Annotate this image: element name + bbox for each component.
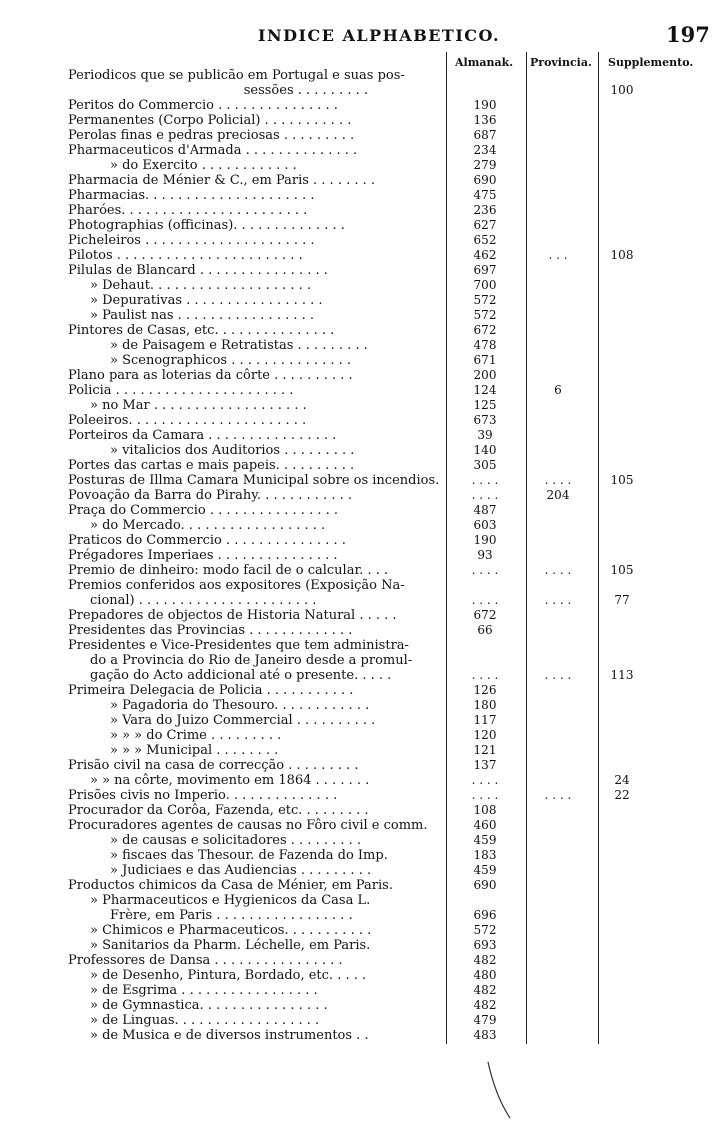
index-row [0, 893, 715, 908]
entry-almanak-page: 234 [473, 143, 497, 157]
index-row [0, 803, 715, 818]
entry-almanak-page: 190 [473, 98, 497, 112]
index-row [0, 98, 715, 113]
entry-almanak-page: 140 [473, 443, 497, 457]
index-row [0, 398, 715, 413]
entry-almanak-page: 462 [473, 248, 497, 262]
index-row [0, 158, 715, 173]
entry-label: » » » do Crime . . . . . . . . . [110, 728, 282, 743]
entry-almanak-page: 136 [473, 113, 497, 127]
entry-almanak-page: 673 [473, 413, 497, 427]
index-row [0, 338, 715, 353]
index-row [0, 203, 715, 218]
pen-stroke-mark [484, 1060, 514, 1120]
entry-almanak-page: 482 [473, 983, 497, 997]
entry-label: » de Esgrima . . . . . . . . . . . . . . . . . [90, 983, 318, 998]
entry-almanak-page: 696 [473, 908, 497, 922]
entry-almanak-page: 687 [473, 128, 497, 142]
entry-almanak-page: 108 [473, 803, 497, 817]
entry-label: do a Provincia do Rio de Janeiro desde a promul- [90, 653, 413, 668]
index-row [0, 563, 715, 578]
entry-label: » de Musica e de diversos instrumentos . . [90, 1028, 369, 1043]
entry-almanak-page: 124 [473, 383, 497, 397]
index-row [0, 68, 715, 83]
index-row [0, 458, 715, 473]
entry-label: Perolas finas e pedras preciosas . . . . . . . . . [68, 128, 355, 143]
entry-label: Picheleiros . . . . . . . . . . . . . . . . . . . . . [68, 233, 315, 248]
index-row [0, 353, 715, 368]
index-row [0, 383, 715, 398]
entry-label: » no Mar . . . . . . . . . . . . . . . . . . . [90, 398, 307, 413]
index-row [0, 953, 715, 968]
entry-label: » do Exercito . . . . . . . . . . . . [110, 158, 297, 173]
entry-label: Pharmacias. . . . . . . . . . . . . . . . . . . . . [68, 188, 315, 203]
entry-label: » Paulist nas . . . . . . . . . . . . . . . . . [90, 308, 315, 323]
entry-almanak-page: . . . . [471, 788, 499, 802]
entry-almanak-page: 180 [473, 698, 497, 712]
entry-supplemento-page: 113 [610, 668, 634, 682]
entry-label: cional) . . . . . . . . . . . . . . . . . . . . . . [90, 593, 317, 608]
index-row [0, 848, 715, 863]
entry-label: » fiscaes das Thesour. de Fazenda do Imp. [110, 848, 388, 863]
entry-label: » de Gymnastica. . . . . . . . . . . . . . . . [90, 998, 328, 1013]
entry-provincia-page: . . . . [544, 593, 572, 607]
entry-almanak-page: 603 [473, 518, 497, 532]
entry-label: » Pagadoria do Thesouro. . . . . . . . . . . . [110, 698, 370, 713]
index-row [0, 188, 715, 203]
entry-label: » Judiciaes e das Audiencias . . . . . . . . . [110, 863, 372, 878]
entry-label: Prégadores Imperiaes . . . . . . . . . . . . . . . [68, 548, 338, 563]
entry-almanak-page: 236 [473, 203, 497, 217]
entry-label: gação do Acto addicional até o presente. . . . . [90, 668, 392, 683]
entry-label: Peritos do Commercio . . . . . . . . . . . . . . . [68, 98, 338, 113]
entry-label: Pharmaceuticos d'Armada . . . . . . . . . . . . . . [68, 143, 358, 158]
entry-supplemento-page: 108 [610, 248, 634, 262]
index-row [0, 983, 715, 998]
entry-label: Prisão civil na casa de correcção . . . . . . . . . [68, 758, 359, 773]
entry-almanak-page: . . . . [471, 668, 499, 682]
column-header-almanak: Almanak. [455, 56, 514, 69]
entry-label: Presidentes e Vice-Presidentes que tem administra- [68, 638, 409, 653]
entry-almanak-page: 183 [473, 848, 497, 862]
entry-almanak-page: 39 [477, 428, 493, 442]
page-title: INDICE ALPHABETICO. [258, 26, 501, 45]
entry-label: Professores de Dansa . . . . . . . . . . . . . . . . [68, 953, 343, 968]
index-row [0, 623, 715, 638]
entry-supplemento-page: 100 [610, 83, 634, 97]
entry-label: Procuradores agentes de causas no Fôro civil e comm. [68, 818, 428, 833]
index-row [0, 638, 715, 653]
index-row [0, 998, 715, 1013]
index-row [0, 818, 715, 833]
entry-almanak-page: 279 [473, 158, 497, 172]
entry-almanak-page: 459 [473, 863, 497, 877]
index-row [0, 83, 715, 98]
entry-provincia-page: . . . [548, 248, 568, 262]
index-row [0, 578, 715, 593]
index-row [0, 923, 715, 938]
entry-label: Permanentes (Corpo Policial) . . . . . . . . . . . [68, 113, 352, 128]
column-header-supplemento: Supplemento. [608, 56, 694, 69]
index-entries [0, 68, 715, 1043]
entry-almanak-page: 93 [477, 548, 493, 562]
entry-label: » Depurativas . . . . . . . . . . . . . . . . . [90, 293, 323, 308]
entry-almanak-page: 120 [473, 728, 497, 742]
index-row [0, 698, 715, 713]
index-row [0, 758, 715, 773]
entry-label: Presidentes das Provincias . . . . . . . . . . . . . [68, 623, 353, 638]
index-row [0, 1028, 715, 1043]
index-row [0, 278, 715, 293]
entry-provincia-page: . . . . [544, 788, 572, 802]
entry-almanak-page: 460 [473, 818, 497, 832]
index-row [0, 908, 715, 923]
index-row [0, 233, 715, 248]
index-row [0, 653, 715, 668]
entry-almanak-page: 117 [473, 713, 497, 727]
entry-label: Frère, em Paris . . . . . . . . . . . . . . . . . [110, 908, 353, 923]
index-row [0, 728, 715, 743]
index-row [0, 248, 715, 263]
entry-label: » de Paisagem e Retratistas . . . . . . . . . [110, 338, 368, 353]
entry-almanak-page: 672 [473, 323, 497, 337]
entry-label: Povoação da Barra do Pirahy. . . . . . . . . . . . [68, 488, 352, 503]
index-row [0, 128, 715, 143]
index-row [0, 518, 715, 533]
index-row [0, 488, 715, 503]
entry-label: Portes das cartas e mais papeis. . . . . . . . . . [68, 458, 355, 473]
entry-almanak-page: 459 [473, 833, 497, 847]
entry-almanak-page: 126 [473, 683, 497, 697]
index-row [0, 323, 715, 338]
entry-almanak-page: 190 [473, 533, 497, 547]
entry-almanak-page: 66 [477, 623, 493, 637]
entry-label: » Scenographicos . . . . . . . . . . . . . . . [110, 353, 352, 368]
entry-label: » Pharmaceuticos e Hygienicos da Casa L. [90, 893, 371, 908]
entry-label: Pilotos . . . . . . . . . . . . . . . . . . . . . . . [68, 248, 303, 263]
column-header-provincia: Provincia. [530, 56, 592, 69]
entry-label: Plano para as loterias da côrte . . . . . . . . . . [68, 368, 353, 383]
entry-almanak-page: 693 [473, 938, 497, 952]
entry-almanak-page: 690 [473, 878, 497, 892]
entry-almanak-page: 690 [473, 173, 497, 187]
entry-almanak-page: . . . . [471, 563, 499, 577]
entry-label: Procurador da Corôa, Fazenda, etc. . . . . . . . . [68, 803, 369, 818]
entry-almanak-page: . . . . [471, 488, 499, 502]
entry-label: Prepadores de objectos de Historia Natural . . . . . [68, 608, 397, 623]
entry-label: » » » Municipal . . . . . . . . [110, 743, 279, 758]
entry-almanak-page: 487 [473, 503, 497, 517]
entry-label: Posturas de Illma Camara Municipal sobre os incendios. [68, 473, 440, 488]
entry-almanak-page: 475 [473, 188, 497, 202]
index-row [0, 833, 715, 848]
entry-supplemento-page: 105 [610, 563, 634, 577]
index-row [0, 503, 715, 518]
entry-almanak-page: 305 [473, 458, 497, 472]
entry-label: » Chimicos e Pharmaceuticos. . . . . . . . . . . [90, 923, 372, 938]
index-row [0, 668, 715, 683]
entry-supplemento-page: 77 [614, 593, 630, 607]
index-row [0, 533, 715, 548]
entry-almanak-page: 572 [473, 308, 497, 322]
entry-almanak-page: 700 [473, 278, 497, 292]
entry-label: » de Linguas. . . . . . . . . . . . . . . . . . [90, 1013, 320, 1028]
index-row [0, 1013, 715, 1028]
index-row [0, 743, 715, 758]
entry-label: Premios conferidos aos expositores (Exposição Na- [68, 578, 405, 593]
index-row [0, 218, 715, 233]
entry-label: » vitalicios dos Auditorios . . . . . . . . . [110, 443, 355, 458]
entry-label: Policia . . . . . . . . . . . . . . . . . . . . . . [68, 383, 294, 398]
index-row [0, 938, 715, 953]
entry-almanak-page: 672 [473, 608, 497, 622]
entry-label: Pharóes. . . . . . . . . . . . . . . . . . . . . . . [68, 203, 308, 218]
entry-label: » do Mercado. . . . . . . . . . . . . . . . . . [90, 518, 326, 533]
index-row [0, 473, 715, 488]
entry-almanak-page: 697 [473, 263, 497, 277]
entry-supplemento-page: 105 [610, 473, 634, 487]
entry-label: Primeira Delegacia de Policia . . . . . . . . . . . [68, 683, 354, 698]
index-row [0, 878, 715, 893]
entry-label: Poleeiros. . . . . . . . . . . . . . . . . . . . . . [68, 413, 307, 428]
index-row [0, 713, 715, 728]
entry-provincia-page: 204 [546, 488, 570, 502]
entry-label: » » na côrte, movimento em 1864 . . . . . . . [90, 773, 370, 788]
index-row [0, 113, 715, 128]
entry-label: Praticos do Commercio . . . . . . . . . . . . . . . [68, 533, 346, 548]
entry-almanak-page: 121 [473, 743, 497, 757]
index-row [0, 683, 715, 698]
index-row [0, 308, 715, 323]
index-row [0, 413, 715, 428]
entry-almanak-page: 627 [473, 218, 497, 232]
entry-almanak-page: 572 [473, 293, 497, 307]
index-row [0, 173, 715, 188]
page-number: 197 [666, 22, 710, 47]
entry-almanak-page: . . . . [471, 773, 499, 787]
entry-label: Prisões civis no Imperio. . . . . . . . . . . . . . [68, 788, 338, 803]
entry-almanak-page: 671 [473, 353, 497, 367]
entry-label: Premio de dinheiro: modo facil de o calcular. . . . [68, 563, 389, 578]
index-row [0, 263, 715, 278]
entry-label: » Dehaut. . . . . . . . . . . . . . . . . . . . [90, 278, 312, 293]
entry-label: sessões . . . . . . . . . [243, 83, 368, 98]
entry-label: Productos chimicos da Casa de Ménier, em Paris. [68, 878, 393, 893]
entry-provincia-page: . . . . [544, 668, 572, 682]
entry-almanak-page: 482 [473, 998, 497, 1012]
index-row [0, 428, 715, 443]
entry-label: Pintores de Casas, etc. . . . . . . . . . . . . . . [68, 323, 335, 338]
index-row [0, 968, 715, 983]
entry-almanak-page: . . . . [471, 473, 499, 487]
entry-almanak-page: 125 [473, 398, 497, 412]
entry-label: Photographias (officinas). . . . . . . . . . . . . . [68, 218, 345, 233]
entry-provincia-page: 6 [554, 383, 562, 397]
entry-label: » de causas e solicitadores . . . . . . . . . [110, 833, 362, 848]
entry-almanak-page: 483 [473, 1028, 497, 1042]
entry-label: Pilulas de Blancard . . . . . . . . . . . . . . . . [68, 263, 328, 278]
index-row [0, 773, 715, 788]
entry-provincia-page: . . . . [544, 473, 572, 487]
entry-almanak-page: 200 [473, 368, 497, 382]
entry-almanak-page: . . . . [471, 593, 499, 607]
entry-almanak-page: 137 [473, 758, 497, 772]
index-row [0, 293, 715, 308]
index-row [0, 443, 715, 458]
entry-almanak-page: 482 [473, 953, 497, 967]
entry-almanak-page: 572 [473, 923, 497, 937]
entry-label: Porteiros da Camara . . . . . . . . . . . . . . . . [68, 428, 337, 443]
index-row [0, 863, 715, 878]
index-row [0, 368, 715, 383]
entry-supplemento-page: 22 [614, 788, 630, 802]
entry-label: » de Desenho, Pintura, Bordado, etc. . . . . [90, 968, 367, 983]
entry-label: Pharmacia de Ménier & C., em Paris . . . . . . . . [68, 173, 376, 188]
index-row [0, 143, 715, 158]
index-row [0, 788, 715, 803]
entry-label: » Sanitarios da Pharm. Léchelle, em Paris. [90, 938, 371, 953]
entry-almanak-page: 652 [473, 233, 497, 247]
entry-supplemento-page: 24 [614, 773, 630, 787]
entry-almanak-page: 480 [473, 968, 497, 982]
index-row [0, 608, 715, 623]
entry-provincia-page: . . . . [544, 563, 572, 577]
entry-label: Periodicos que se publicão em Portugal e suas pos- [68, 68, 405, 83]
index-row [0, 548, 715, 563]
entry-label: » Vara do Juizo Commercial . . . . . . . . . . [110, 713, 376, 728]
entry-almanak-page: 479 [473, 1013, 497, 1027]
entry-label: Praça do Commercio . . . . . . . . . . . . . . . . [68, 503, 338, 518]
index-row [0, 593, 715, 608]
entry-almanak-page: 478 [473, 338, 497, 352]
